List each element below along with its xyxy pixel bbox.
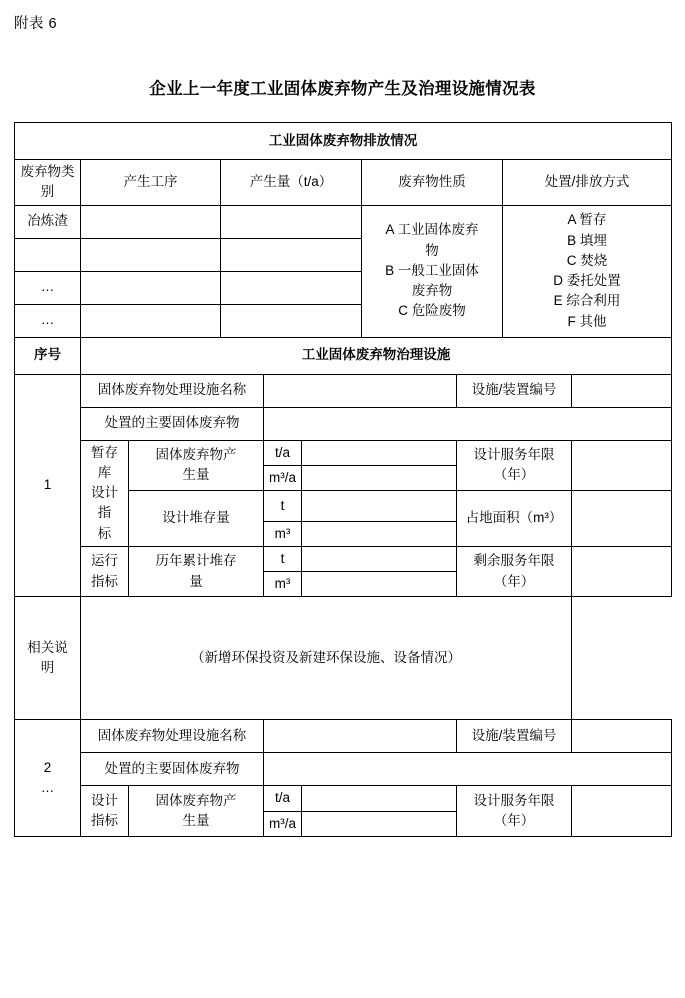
nature-option-b-cont: 废弃物 bbox=[411, 283, 453, 299]
accumulated-stock-label-line2: 量 bbox=[189, 573, 203, 589]
main-waste-label: 处置的主要固体废弃物 bbox=[81, 407, 264, 440]
nature-option-a: A 工业固体废弃 bbox=[385, 222, 479, 238]
operation-indicator-label-line2: 指标 bbox=[91, 573, 118, 589]
service-life-label-line1: 设计服务年限 bbox=[473, 447, 555, 462]
disposal-option-b: B 填埋 bbox=[567, 232, 607, 248]
storage-design-label-line2: 设计指 bbox=[91, 485, 118, 521]
production-value-m3a[interactable] bbox=[302, 465, 457, 490]
col-waste-category: 废弃物类别 bbox=[15, 160, 81, 206]
disposal-option-d: D 委托处置 bbox=[553, 273, 621, 288]
facility-index bbox=[15, 720, 81, 837]
main-table bbox=[14, 122, 672, 837]
production-unit-m3a: m³/a bbox=[264, 811, 302, 836]
production-unit-ta: t/a bbox=[264, 440, 302, 465]
disposal-option-e: E 综合利用 bbox=[553, 293, 621, 309]
section1-header-row bbox=[15, 160, 672, 206]
design-stock-unit-t: t bbox=[264, 491, 302, 522]
page-title: 企业上一年度工业固体废弃物产生及治理设施情况表 bbox=[149, 80, 536, 98]
section2-band-row bbox=[15, 337, 672, 374]
design-indicator-label-line2: 指标 bbox=[91, 813, 118, 828]
facility-name-label: 固体废弃物处理设施名称 bbox=[81, 374, 264, 407]
facility-index-line2: … bbox=[40, 780, 55, 795]
amount-value[interactable] bbox=[221, 205, 362, 238]
facility-name-value[interactable] bbox=[264, 374, 457, 407]
nature-option-a-cont: 物 bbox=[425, 242, 439, 258]
service-life-label bbox=[457, 786, 572, 837]
service-life-label-line2: （年） bbox=[493, 467, 535, 483]
design-stock-value-m3[interactable] bbox=[302, 521, 457, 546]
note-label-line2: 明 bbox=[40, 660, 55, 676]
disposal-options[interactable] bbox=[503, 205, 672, 337]
accumulated-stock-label bbox=[129, 546, 264, 597]
production-unit-ta: t/a bbox=[264, 786, 302, 811]
attachment-label: 附表 6 bbox=[14, 16, 58, 32]
service-life-value[interactable] bbox=[572, 786, 672, 837]
seq-header: 序号 bbox=[15, 337, 81, 374]
amount-value[interactable] bbox=[221, 304, 362, 337]
production-unit-m3a: m³/a bbox=[264, 465, 302, 490]
production-amount-label-line1: 固体废弃物产 bbox=[155, 792, 237, 808]
service-life-label bbox=[457, 440, 572, 491]
col-process: 产生工序 bbox=[81, 160, 221, 206]
production-amount-label-line2: 生量 bbox=[182, 813, 210, 828]
production-amount-label bbox=[129, 440, 264, 491]
facility1-mainwaste-row bbox=[15, 407, 672, 440]
accumulated-unit-m3: m³ bbox=[264, 572, 302, 597]
remaining-life-label-line2: （年） bbox=[493, 573, 535, 589]
facility-code-value[interactable] bbox=[572, 374, 672, 407]
production-amount-label-line1: 固体废弃物产 bbox=[155, 447, 237, 462]
note-label-line1: 相关说 bbox=[27, 640, 68, 655]
design-indicator-label bbox=[81, 786, 129, 837]
section2-band-title: 工业固体废弃物治理设施 bbox=[81, 337, 672, 374]
remaining-life-label-line1: 剩余服务年限 bbox=[473, 553, 555, 569]
accumulated-value-m3[interactable] bbox=[302, 572, 457, 597]
facility2-mainwaste-row bbox=[15, 753, 672, 786]
main-waste-value[interactable] bbox=[264, 753, 672, 786]
process-value[interactable] bbox=[81, 304, 221, 337]
accumulated-unit-t: t bbox=[264, 546, 302, 571]
land-area-value[interactable] bbox=[572, 491, 672, 547]
accumulated-value-t[interactable] bbox=[302, 546, 457, 571]
waste-nature-options[interactable] bbox=[362, 205, 503, 337]
facility1-production-row-1 bbox=[15, 440, 672, 465]
amount-value[interactable] bbox=[221, 238, 362, 271]
facility-index-line1: 2 bbox=[43, 759, 52, 775]
production-value-ta[interactable] bbox=[302, 786, 457, 811]
design-stock-label: 设计堆存量 bbox=[129, 491, 264, 547]
note-label bbox=[15, 597, 81, 720]
waste-category-value[interactable] bbox=[15, 238, 81, 271]
process-value[interactable] bbox=[81, 238, 221, 271]
facility1-name-row bbox=[15, 374, 672, 407]
service-life-label-line1: 设计服务年限 bbox=[473, 792, 555, 808]
design-stock-unit-m3: m³ bbox=[264, 521, 302, 546]
facility1-note-row bbox=[15, 597, 672, 720]
disposal-option-f: F 其他 bbox=[567, 313, 607, 329]
service-life-value[interactable] bbox=[572, 440, 672, 491]
production-amount-label bbox=[129, 786, 264, 837]
col-waste-nature: 废弃物性质 bbox=[362, 160, 503, 206]
nature-option-b: B 一般工业固体 bbox=[385, 262, 479, 278]
facility2-name-row bbox=[15, 720, 672, 753]
production-amount-label-line2: 生量 bbox=[182, 467, 210, 483]
note-value[interactable] bbox=[81, 597, 572, 720]
main-waste-value[interactable] bbox=[264, 407, 672, 440]
process-value[interactable] bbox=[81, 205, 221, 238]
note-heading: （新增环保投资及新建环保设施、设备情况） bbox=[191, 650, 461, 666]
main-waste-label: 处置的主要固体废弃物 bbox=[81, 753, 264, 786]
production-value-ta[interactable] bbox=[302, 440, 457, 465]
facility1-accumulated-row-1 bbox=[15, 546, 672, 571]
waste-category-value[interactable]: 冶炼渣 bbox=[15, 205, 81, 238]
accumulated-stock-label-line1: 历年累计堆存 bbox=[155, 553, 237, 569]
operation-indicator-label bbox=[81, 546, 129, 597]
service-life-label-line2: （年） bbox=[493, 813, 535, 828]
design-stock-value-t[interactable] bbox=[302, 491, 457, 522]
waste-category-value[interactable]: … bbox=[15, 271, 81, 304]
facility-name-value[interactable] bbox=[264, 720, 457, 753]
process-value[interactable] bbox=[81, 271, 221, 304]
storage-design-label-line3: 标 bbox=[97, 525, 112, 541]
col-disposal-method: 处置/排放方式 bbox=[503, 160, 672, 206]
section1-band-title: 工业固体废弃物排放情况 bbox=[15, 123, 672, 160]
remaining-life-label bbox=[457, 546, 572, 597]
waste-category-value[interactable]: … bbox=[15, 304, 81, 337]
land-area-label: 占地面积（m³） bbox=[457, 491, 572, 547]
facility-code-label: 设施/装置编号 bbox=[457, 374, 572, 407]
facility-code-value[interactable] bbox=[572, 720, 672, 753]
facility2-production-row-1 bbox=[15, 786, 672, 811]
section1-band-row bbox=[15, 123, 672, 160]
disposal-option-a: A 暂存 bbox=[567, 212, 607, 228]
facility-code-label: 设施/装置编号 bbox=[457, 720, 572, 753]
production-value-m3a[interactable] bbox=[302, 811, 457, 836]
operation-indicator-label-line1: 运行 bbox=[91, 553, 118, 569]
section1-row-1 bbox=[15, 205, 672, 238]
storage-design-label-line1: 暂存库 bbox=[91, 444, 118, 480]
amount-value[interactable] bbox=[221, 271, 362, 304]
design-indicator-label-line1: 设计 bbox=[91, 792, 118, 808]
facility-name-label: 固体废弃物处理设施名称 bbox=[81, 720, 264, 753]
nature-option-c: C 危险废物 bbox=[398, 303, 466, 319]
facility-index: 1 bbox=[15, 374, 81, 597]
remaining-life-value[interactable] bbox=[572, 546, 672, 597]
storage-design-label bbox=[81, 440, 129, 546]
col-amount: 产生量（t/a） bbox=[221, 160, 362, 206]
disposal-option-c: C 焚烧 bbox=[566, 252, 608, 268]
